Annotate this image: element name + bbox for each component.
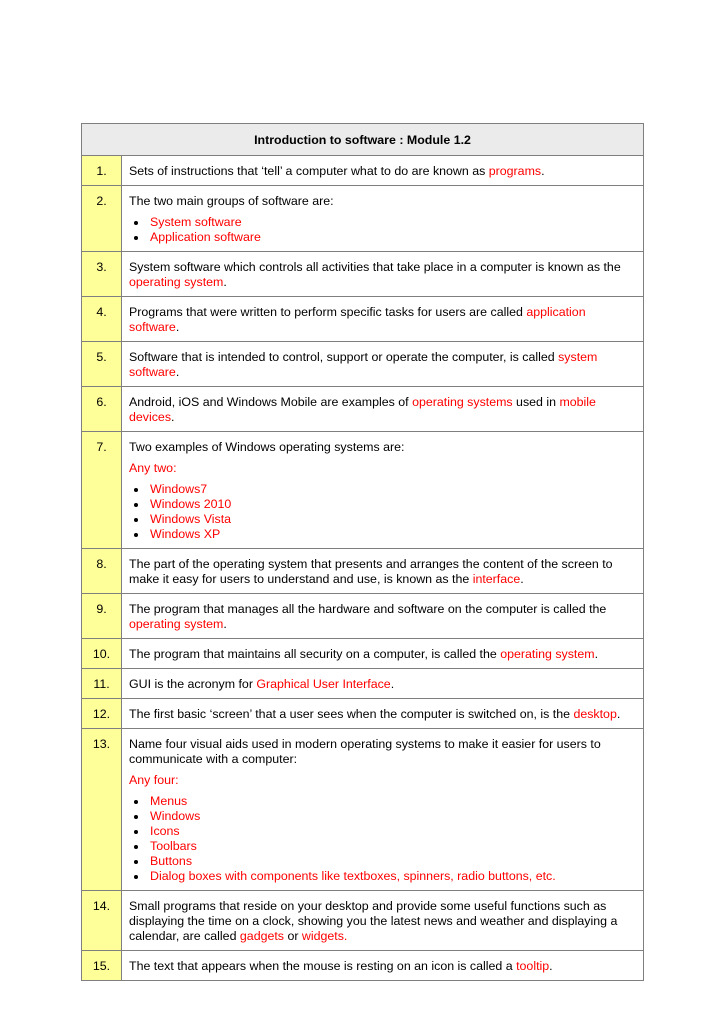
- answer-list-item: Menus: [150, 794, 635, 809]
- question-table: [81, 123, 644, 981]
- question-text-part: Small programs that reside on your desktop and provide some useful functions such as displaying the time on a clock, showing you the latest news and weather and displaying a calendar, are called: [129, 899, 618, 943]
- answer-text: gadgets: [239, 929, 284, 943]
- answer-list-item: Toolbars: [150, 839, 635, 854]
- question-text: [129, 557, 635, 587]
- question-number: 12.: [82, 699, 122, 729]
- question-number: 9.: [82, 594, 122, 639]
- question-body: [122, 432, 644, 549]
- answer-list: [129, 794, 635, 884]
- answer-note: Any four:: [129, 773, 179, 787]
- question-row: [82, 297, 644, 342]
- question-number: 4.: [82, 297, 122, 342]
- question-body: [122, 594, 644, 639]
- question-text-part: The program that manages all the hardware and software on the computer is called the: [129, 602, 607, 616]
- question-text-part: Programs that were written to perform specific tasks for users are called: [129, 305, 527, 319]
- question-row: [82, 342, 644, 387]
- question-text-part: .: [223, 617, 227, 631]
- answer-text: operating system: [129, 275, 224, 289]
- question-row: [82, 549, 644, 594]
- question-text-part: .: [175, 365, 180, 379]
- question-number: 5.: [82, 342, 122, 387]
- answer-text: system software: [129, 350, 598, 379]
- question-text: [129, 647, 635, 662]
- question-row: [82, 699, 644, 729]
- answer-list-item: Windows7: [150, 482, 635, 497]
- question-text: The two main groups of software are:: [129, 194, 334, 208]
- question-number: 11.: [82, 669, 122, 699]
- question-text-part: System software which controls all activities that take place in a computer is known as the: [129, 260, 621, 274]
- question-body: [122, 549, 644, 594]
- question-number: 7.: [82, 432, 122, 549]
- question-body: [122, 699, 644, 729]
- question-body: [122, 297, 644, 342]
- question-number: 10.: [82, 639, 122, 669]
- question-row: [82, 156, 644, 186]
- question-number: 1.: [82, 156, 122, 186]
- answer-text: mobile devices: [129, 395, 596, 424]
- question-text-part: Android, iOS and Windows Mobile are examples of: [129, 395, 413, 409]
- question-text: [129, 350, 635, 380]
- answer-text: operating system: [500, 647, 595, 661]
- question-text-part: .: [223, 275, 227, 289]
- question-body: [122, 891, 644, 951]
- page-title: Introduction to software : Module 1.2: [82, 124, 644, 156]
- question-text: [129, 602, 635, 632]
- title-row: [82, 124, 644, 156]
- answer-text: interface: [472, 572, 521, 586]
- question-text: [129, 959, 635, 974]
- question-text-part: .: [520, 572, 524, 586]
- question-text: [129, 677, 635, 692]
- question-text-part: .: [616, 707, 621, 721]
- question-text: Name four visual aids used in modern operating systems to make it easier for users to communicate with a computer:: [129, 737, 601, 766]
- answer-list-item: Windows Vista: [150, 512, 635, 527]
- question-number: 13.: [82, 729, 122, 891]
- question-text-part: used in: [512, 395, 560, 409]
- answer-list-item: Buttons: [150, 854, 635, 869]
- question-body: [122, 387, 644, 432]
- question-text-part: .: [390, 677, 395, 691]
- question-text-part: The text that appears when the mouse is resting on an icon is called a: [129, 959, 517, 973]
- question-body: [122, 252, 644, 297]
- question-number: 6.: [82, 387, 122, 432]
- answer-list-item: Windows 2010: [150, 497, 635, 512]
- answer-list: [129, 482, 635, 542]
- answer-list-item: Windows XP: [150, 527, 635, 542]
- question-row: [82, 729, 644, 891]
- question-row: [82, 891, 644, 951]
- question-text: [129, 707, 635, 722]
- answer-text: widgets.: [301, 929, 348, 943]
- question-text: [129, 899, 635, 944]
- question-text: [129, 164, 635, 179]
- question-body: [122, 639, 644, 669]
- answer-list-item: Application software: [150, 230, 635, 245]
- question-row: [82, 432, 644, 549]
- answer-list-item: System software: [150, 215, 635, 230]
- question-row: [82, 594, 644, 639]
- answer-note: Any two:: [129, 461, 177, 475]
- question-text-part: Software that is intended to control, support or operate the computer, is called: [129, 350, 559, 364]
- answer-text: desktop: [573, 707, 617, 721]
- question-body: [122, 342, 644, 387]
- answer-list-item: Windows: [150, 809, 635, 824]
- answer-list-item: Icons: [150, 824, 635, 839]
- question-text-part: .: [594, 647, 599, 661]
- question-body: [122, 186, 644, 252]
- question-text-part: .: [171, 410, 175, 424]
- question-body: [122, 951, 644, 981]
- question-text: [129, 260, 635, 290]
- question-row: [82, 186, 644, 252]
- answer-text: operating systems: [412, 395, 513, 409]
- answer-list: [129, 215, 635, 245]
- question-text-part: GUI is the acronym for: [129, 677, 257, 691]
- question-number: 3.: [82, 252, 122, 297]
- answer-text: programs: [488, 164, 542, 178]
- question-text-part: The program that maintains all security on a computer, is called the: [129, 647, 501, 661]
- question-text-part: The first basic ‘screen’ that a user sees when the computer is switched on, is the: [129, 707, 574, 721]
- answer-text: Graphical User Interface: [256, 677, 391, 691]
- question-text-part: .: [175, 320, 180, 334]
- question-body: [122, 729, 644, 891]
- question-body: [122, 669, 644, 699]
- question-row: [82, 669, 644, 699]
- question-text: [129, 395, 635, 425]
- question-text-part: Sets of instructions that ‘tell’ a computer what to do are known as: [129, 164, 489, 178]
- answer-text: operating system: [129, 617, 224, 631]
- answer-text: tooltip: [516, 959, 550, 973]
- question-body: [122, 156, 644, 186]
- answer-text: application software: [129, 305, 586, 334]
- answer-list-item: Dialog boxes with components like textboxes, spinners, radio buttons, etc.: [150, 869, 635, 884]
- question-text-part: The part of the operating system that presents and arranges the content of the screen to make it easy for users to understand and use, is known as the: [129, 557, 613, 586]
- question-number: 8.: [82, 549, 122, 594]
- question-text-part: or: [284, 929, 302, 943]
- question-row: [82, 639, 644, 669]
- question-text-part: .: [549, 959, 553, 973]
- question-number: 15.: [82, 951, 122, 981]
- question-row: [82, 387, 644, 432]
- question-number: 14.: [82, 891, 122, 951]
- question-text: Two examples of Windows operating systems are:: [129, 440, 405, 454]
- question-number: 2.: [82, 186, 122, 252]
- question-row: [82, 252, 644, 297]
- question-text: [129, 305, 635, 335]
- question-text-part: .: [541, 164, 545, 178]
- question-row: [82, 951, 644, 981]
